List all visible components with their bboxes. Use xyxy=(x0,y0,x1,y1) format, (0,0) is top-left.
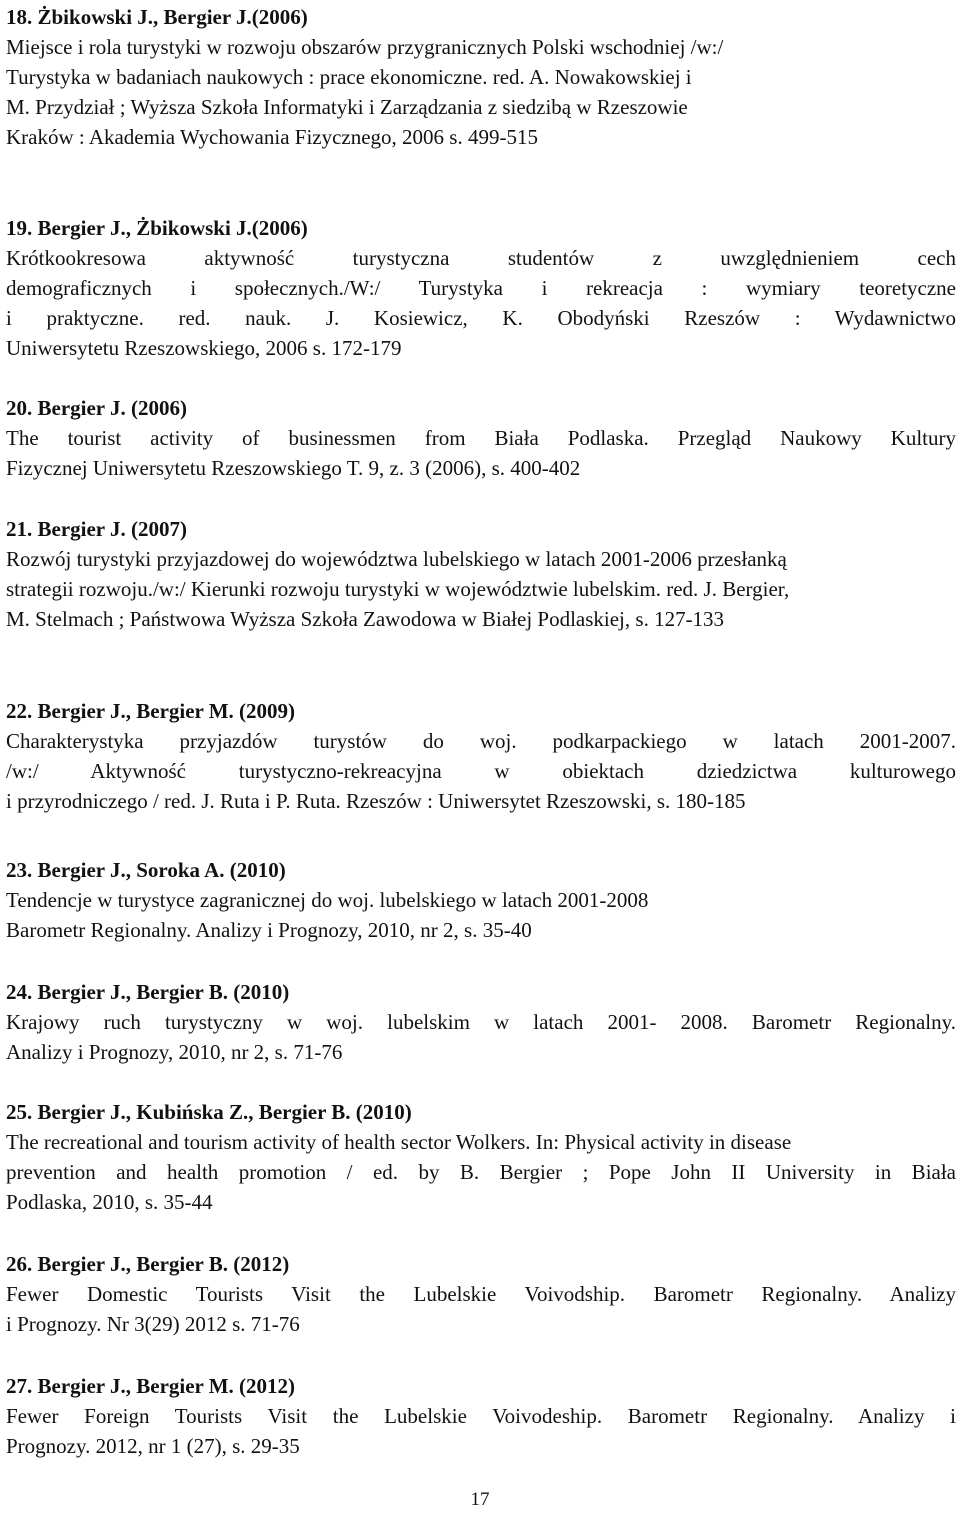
entry-text-line: The tourist activity of businessmen from Biała Podlaska. Przegląd Naukowy Kultury xyxy=(6,426,956,450)
entry-heading: 19. Bergier J., Żbikowski J.(2006) xyxy=(6,216,308,240)
entry-text-line: Barometr Regionalny. Analizy i Prognozy, 2010, nr 2, s. 35-40 xyxy=(6,918,532,942)
bibliography-entry xyxy=(6,1249,956,1339)
entry-text-line: strategii rozwoju./w:/ Kierunki rozwoju turystyki w województwie lubelskim. red. J. Bergier, xyxy=(6,577,790,601)
entry-text-line: Analizy i Prognozy, 2010, nr 2, s. 71-76 xyxy=(6,1040,343,1064)
entry-heading: 26. Bergier J., Bergier B. (2012) xyxy=(6,1252,290,1276)
bibliography-entry xyxy=(6,514,956,634)
entry-text-line: Prognozy. 2012, nr 1 (27), s. 29-35 xyxy=(6,1434,300,1458)
entry-text-line: Miejsce i rola turystyki w rozwoju obszarów przygranicznych Polski wschodniej /w:/ xyxy=(6,35,724,59)
bibliography-entry xyxy=(6,2,956,152)
entry-text-line: Fewer Domestic Tourists Visit the Lubelskie Voivodship. Barometr Regionalny. Analizy xyxy=(6,1282,956,1306)
entry-text-line: Turystyka w badaniach naukowych : prace ekonomiczne. red. A. Nowakowskiej i xyxy=(6,65,692,89)
bibliography-entry xyxy=(6,855,956,945)
entry-heading: 27. Bergier J., Bergier M. (2012) xyxy=(6,1374,296,1398)
entry-text-line: Podlaska, 2010, s. 35-44 xyxy=(6,1190,213,1214)
entry-text-line: M. Stelmach ; Państwowa Wyższa Szkoła Zawodowa w Białej Podlaskiej, s. 127-133 xyxy=(6,607,725,631)
bibliography-entry xyxy=(6,393,956,483)
entry-text-line: Kraków : Akademia Wychowania Fizycznego, 2006 s. 499-515 xyxy=(6,125,538,149)
bibliography-entry xyxy=(6,696,956,816)
entry-heading: 22. Bergier J., Bergier M. (2009) xyxy=(6,699,296,723)
entry-text-line: Fizycznej Uniwersytetu Rzeszowskiego T. 9, z. 3 (2006), s. 400-402 xyxy=(6,456,581,480)
entry-heading: 18. Żbikowski J., Bergier J.(2006) xyxy=(6,5,308,29)
bibliography-entry xyxy=(6,1371,956,1461)
bibliography-entry xyxy=(6,1097,956,1217)
entry-text-line: i Prognozy. Nr 3(29) 2012 s. 71-76 xyxy=(6,1312,300,1336)
entry-text-line: /w:/ Aktywność turystyczno-rekreacyjna w obiektach dziedzictwa kulturowego xyxy=(6,759,956,783)
entry-text-line: Rozwój turystyki przyjazdowej do województwa lubelskiego w latach 2001-2006 przesłanką xyxy=(6,547,787,571)
entry-text-line: Fewer Foreign Tourists Visit the Lubelskie Voivodeship. Barometr Regionalny. Analizy i xyxy=(6,1404,956,1428)
entry-heading: 24. Bergier J., Bergier B. (2010) xyxy=(6,980,290,1004)
entry-heading: 20. Bergier J. (2006) xyxy=(6,396,187,420)
entry-text-line: i praktyczne. red. nauk. J. Kosiewicz, K. Obodyński Rzeszów : Wydawnictwo xyxy=(6,306,956,330)
page-number: 17 xyxy=(470,1489,490,1510)
entry-heading: 23. Bergier J., Soroka A. (2010) xyxy=(6,858,286,882)
entry-text-line: Krótkookresowa aktywność turystyczna studentów z uwzględnieniem cech xyxy=(6,246,956,270)
entry-text-line: Krajowy ruch turystyczny w woj. lubelskim w latach 2001- 2008. Barometr Regionalny. xyxy=(6,1010,956,1034)
entry-text-line: M. Przydział ; Wyższa Szkoła Informatyki i Zarządzania z siedzibą w Rzeszowie xyxy=(6,95,688,119)
entry-text-line: Charakterystyka przyjazdów turystów do woj. podkarpackiego w latach 2001-2007. xyxy=(6,729,956,753)
entry-text-line: Uniwersytetu Rzeszowskiego, 2006 s. 172-179 xyxy=(6,336,402,360)
entry-text-line: The recreational and tourism activity of health sector Wolkers. In: Physical activity in disease xyxy=(6,1130,792,1154)
entry-text-line: Tendencje w turystyce zagranicznej do woj. lubelskiego w latach 2001-2008 xyxy=(6,888,649,912)
bibliography-entry xyxy=(6,977,956,1067)
entry-text-line: i przyrodniczego / red. J. Ruta i P. Ruta. Rzeszów : Uniwersytet Rzeszowski, s. 180-185 xyxy=(6,789,746,813)
entry-heading: 25. Bergier J., Kubińska Z., Bergier B. (2010) xyxy=(6,1100,412,1124)
entry-text-line: demograficznych i społecznych./W:/ Turystyka i rekreacja : wymiary teoretyczne xyxy=(6,276,956,300)
bibliography-entry xyxy=(6,213,956,363)
entry-text-line: prevention and health promotion / ed. by B. Bergier ; Pope John II University in Biała xyxy=(6,1160,956,1184)
entry-heading: 21. Bergier J. (2007) xyxy=(6,517,187,541)
